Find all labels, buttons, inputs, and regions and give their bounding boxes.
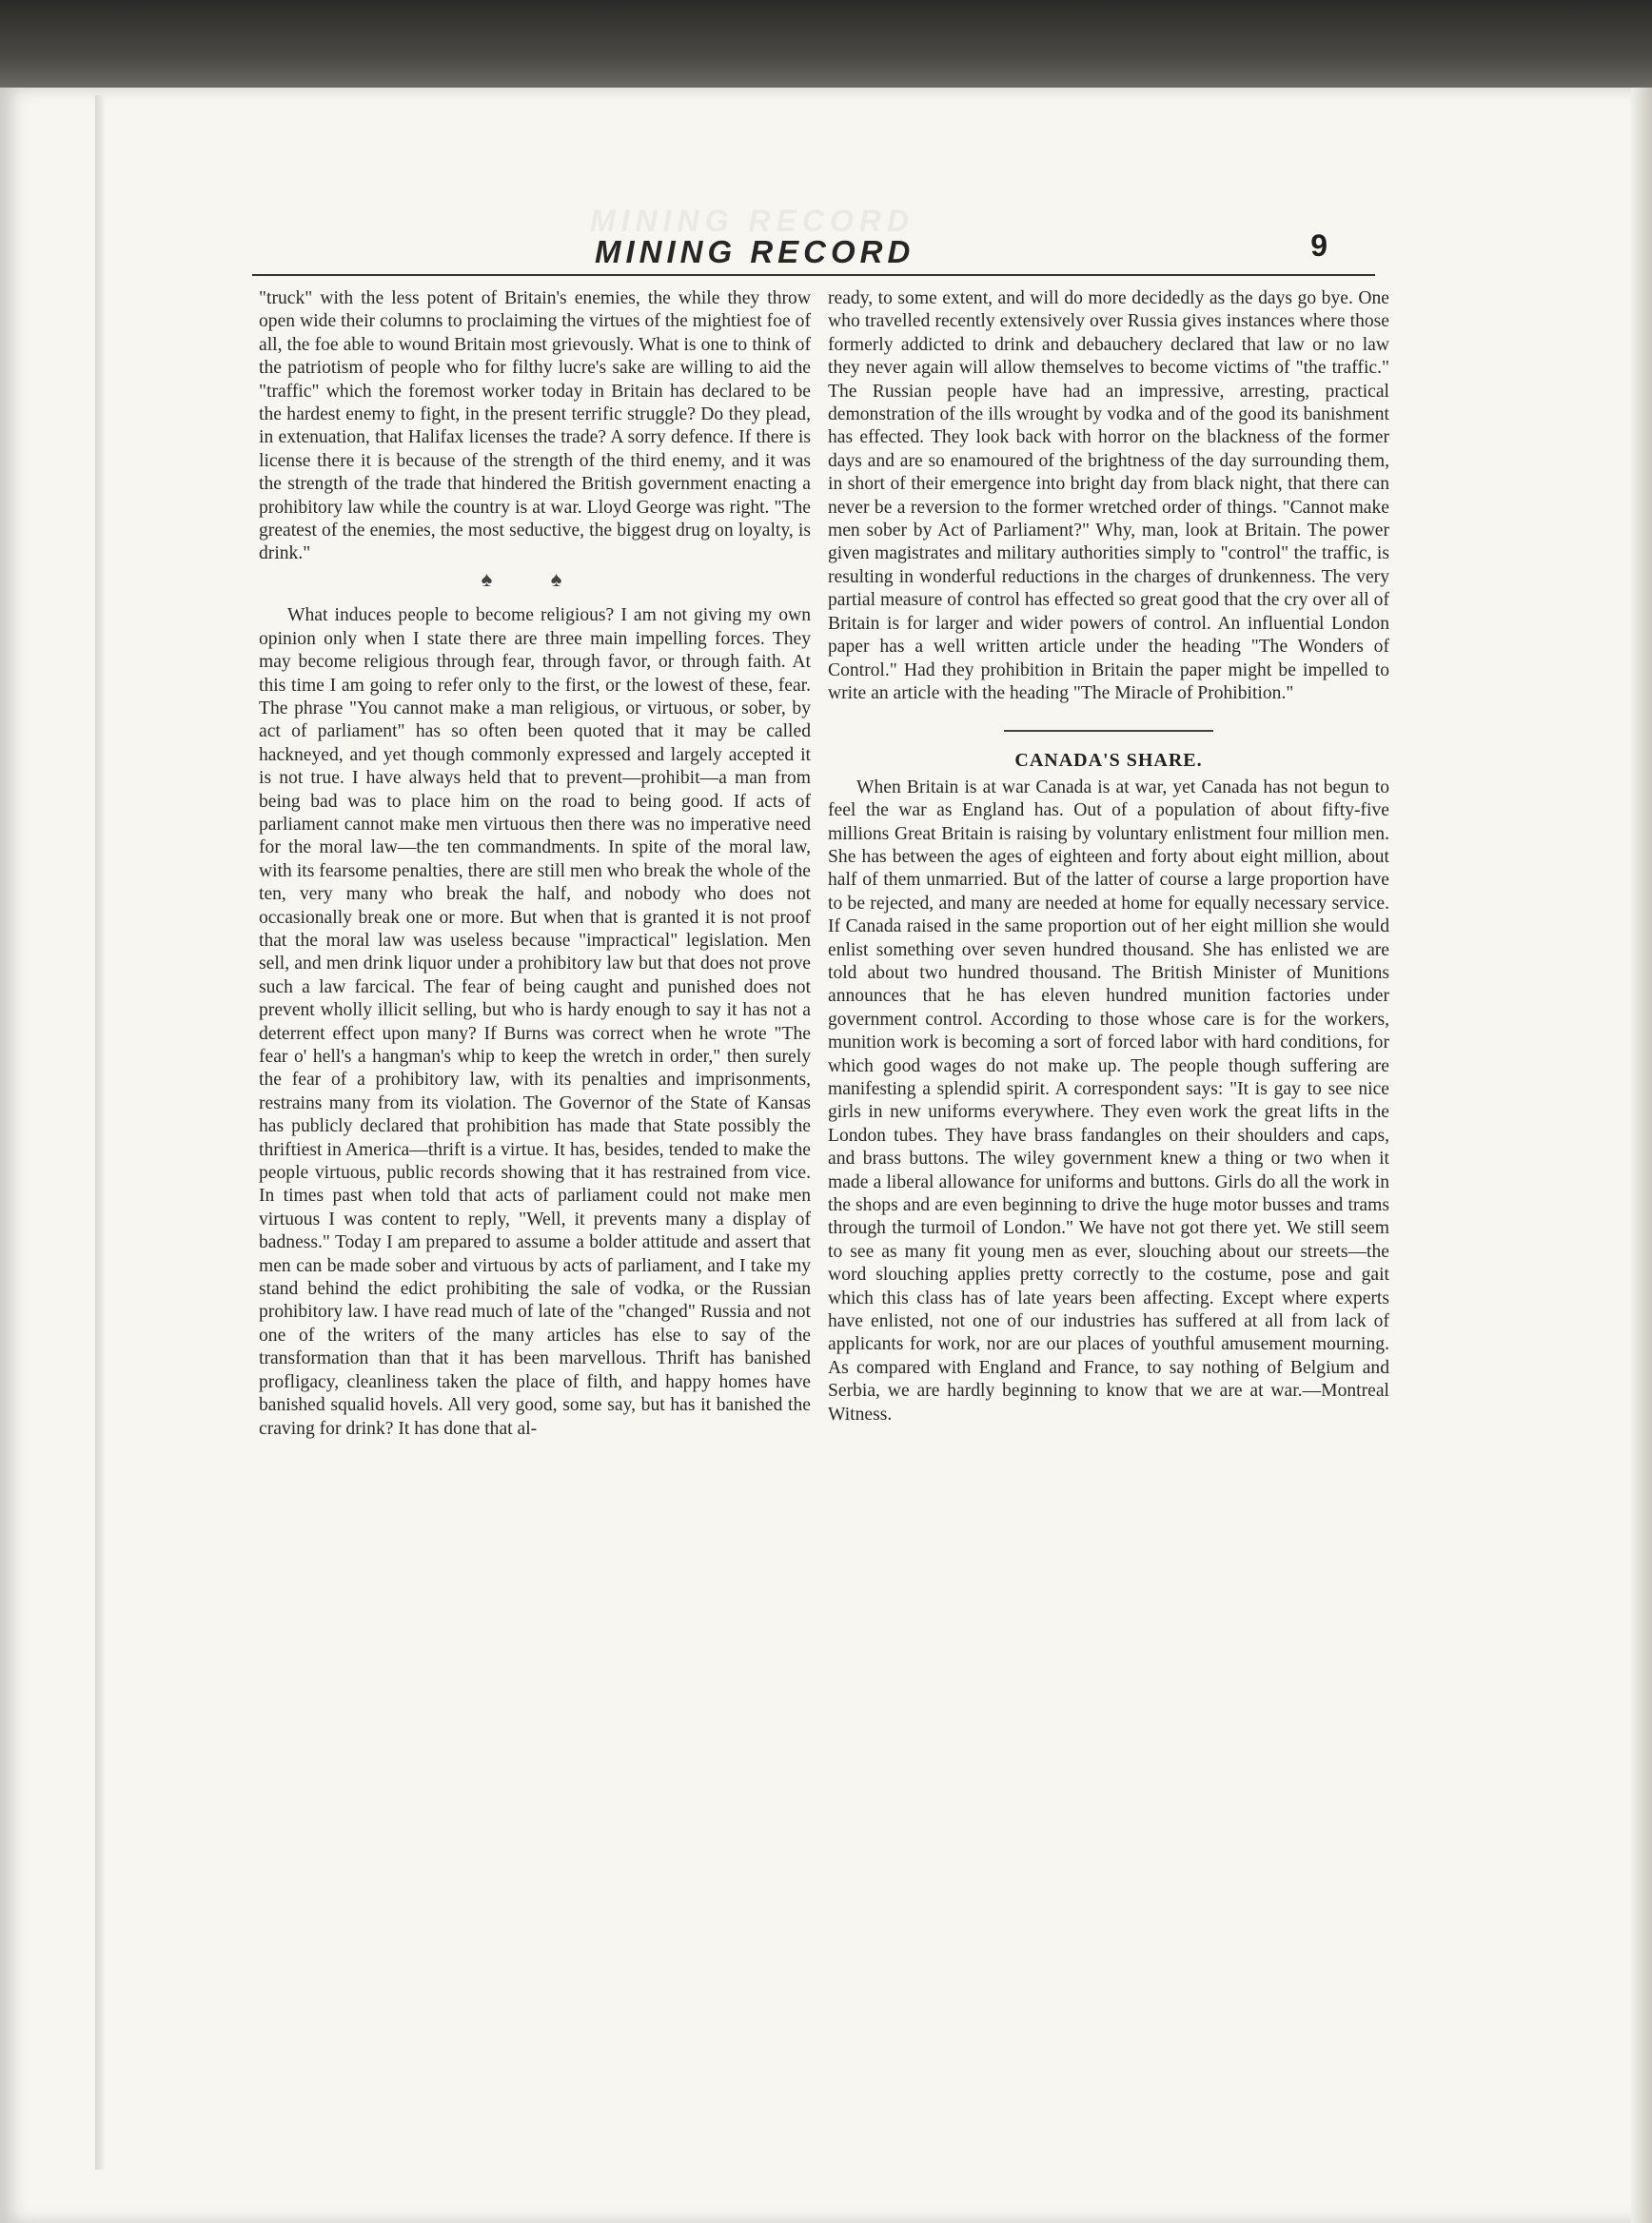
section-ornament: ♠ ♠: [481, 566, 589, 591]
document-page: [0, 88, 1652, 2223]
left-paragraph-2: What induces people to become religious? I am not giving my own opinion only when I state there are three main impelling forces. They may become religious through fear, through favor, or through faith. At this time I am going to refer only to the first, or the lowest of these, fear. The phrase "You cannot make a man religious, or virtuous, or sober, by act of parliament" has so often been quoted that it may be called hackneyed, and yet though commonly expressed and largely accepted it is not true. I have always held that to prevent—prohibit—a man from being bad was to place him on the road to being good. If acts of parliament cannot make men virtuous then there was no imperative need for the moral law—the ten commandments. In spite of the moral law, with its fearsome penalties, there are still men who break the whole of the ten, very many who break the half, and nobody who does not occasionally break one or more. But when that is granted it is not proof that the moral law was useless because "impractical" legislation. Men sell, and men drink liquor under a prohibitory law but that does not prove such a law farcical. The fear of being caught and punished does not prevent wholly illicit selling, but who is hardy enough to say it has not a deterrent effect upon many? If Burns was correct when he wrote "The fear o' hell's a hangman's whip to keep the wretch in order," then surely the fear of a prohibitory law, with its penalties and imprisonments, restrains many from its violation. The Governor of the State of Kansas has publicly declared that prohibition has made that State possibly the thriftiest in America—thrift is a virtue. It has, besides, tended to make the people virtuous, public records showing that it has restrained from vice. In times past when told that acts of parliament could not make men virtuous I was content to reply, "Well, it prevents many a display of badness." Today I am prepared to assume a bolder attitude and assert that men can be made sober and virtuous by acts of parliament, and I take my stand behind the edict prohibiting the sale of vodka, or the Russian prohibitory law. I have read much of late of the "changed" Russia and not one of the writers of the many articles has else to say of the transformation than that it has been marvellous. Thrift has banished profligacy, cleanliness taken the place of filth, and happy homes have banished squalid hovels. All very good, some say, but has it banished the craving for drink? It has done that al-: [259, 605, 811, 1439]
right-column: [828, 287, 1389, 1426]
show-through-header: MINING RECORD: [590, 204, 915, 238]
right-paragraph-1: ready, to some extent, and will do more decidedly as the days go bye. One who travelled recently extensively over Russia gives instances where those formerly addicted to drink and debauchery declared that law or no law they never again will allow themselves to become victims of "the traffic." The Russian people have had an impressive, arresting, practical demonstration of the ills wrought by vodka and of the good its banishment has effected. They look back with horror on the blackness of the former days and are so enamoured of the brightness of the day surrounding them, in short of their emergence into bright day from black night, that there can never be a reversion to the former wretched order of things. "Cannot make men sober by Act of Parliament?" Why, man, look at Britain. The power given magistrates and military authorities simply to "control" the traffic, is resulting in wonderful reductions in the charges of drunkenness. The very partial measure of control has effected so great good that the cry over all of Britain is for larger and wider powers of control. An influential London paper has a well written article under the heading "The Wonders of Control." Had they prohibition in Britain the paper might be impelled to write an article with the heading "The Miracle of Prohibition.": [828, 288, 1389, 703]
left-paragraph-1: "truck" with the less potent of Britain's enemies, the while they throw open wide their columns to proclaiming the virtues of the mightiest foe of all, the foe able to wound Britain most grievously. What is one to think of the patriotism of people who for filthy lucre's sake are willing to aid the "traffic" which the foremost worker today in Britain has declared to be the hardest enemy to fight, in the present terrific struggle? Do they plead, in extenuation, that Halifax licenses the trade? A sorry defence. If there is license there it is because of the strength of the third enemy, and it was the strength of the trade that hindered the British government enacting a prohibitory law while the country is at war. Lloyd George was right. "The greatest of the enemies, the most seductive, the biggest drug on loyalty, is drink.": [259, 288, 811, 564]
left-column: [259, 287, 811, 1441]
masthead: [252, 228, 1375, 276]
section-heading: CANADA'S SHARE.: [1014, 750, 1203, 772]
page-right-edge: [1631, 88, 1652, 2223]
section-divider: [1004, 730, 1213, 732]
page-number: 9: [1310, 228, 1328, 263]
right-paragraph-2: When Britain is at war Canada is at war, yet Canada has not begun to feel the war as England has. Out of a population of about fifty-five millions Great Britain is raising by voluntary enlistment four million men. She has between the ages of eighteen and forty about eight million, about half of them unmarried. But of the latter of course a large proportion have to be rejected, and many are needed at home for equally necessary service. If Canada raised in the same proportion out of her eight million she would enlist something over seven hundred thousand. She has enlisted we are told about two hundred thousand. The British Minister of Munitions announces that he has eleven hundred munition factories under government control. According to those whose care is for the workers, munition work is becoming a sort of forced labor with hard conditions, for which good wages do not make up. The people though suffering are manifesting a splendid spirit. A correspondent says: "It is gay to see nice girls in new uniforms everywhere. They even work the great lifts in the London tubes. They have brass fandangles on their shoulders and caps, and brass buttons. The wiley government knew a thing or two when it made a liberal allowance for uniforms and buttons. Girls do all the work in the shops and are even beginning to drive the huge motor busses and trams through the turmoil of London." We have not got there yet. We still seem to see as many fit young men as ever, slouching about our streets—the word slouching applies pretty correctly to the costume, pose and gait which this class has of late years been affecting. Except where experts have enlisted, not one of our industries has suffered at all from lack of applicants for work, nor are our places of youthful amusement mourning. As compared with England and France, to say nothing of Belgium and Serbia, we are hardly beginning to know that we are at war.—Montreal Witness.: [828, 777, 1389, 1425]
page-left-edge: [95, 95, 105, 2170]
publication-title: MINING RECORD: [595, 234, 915, 269]
